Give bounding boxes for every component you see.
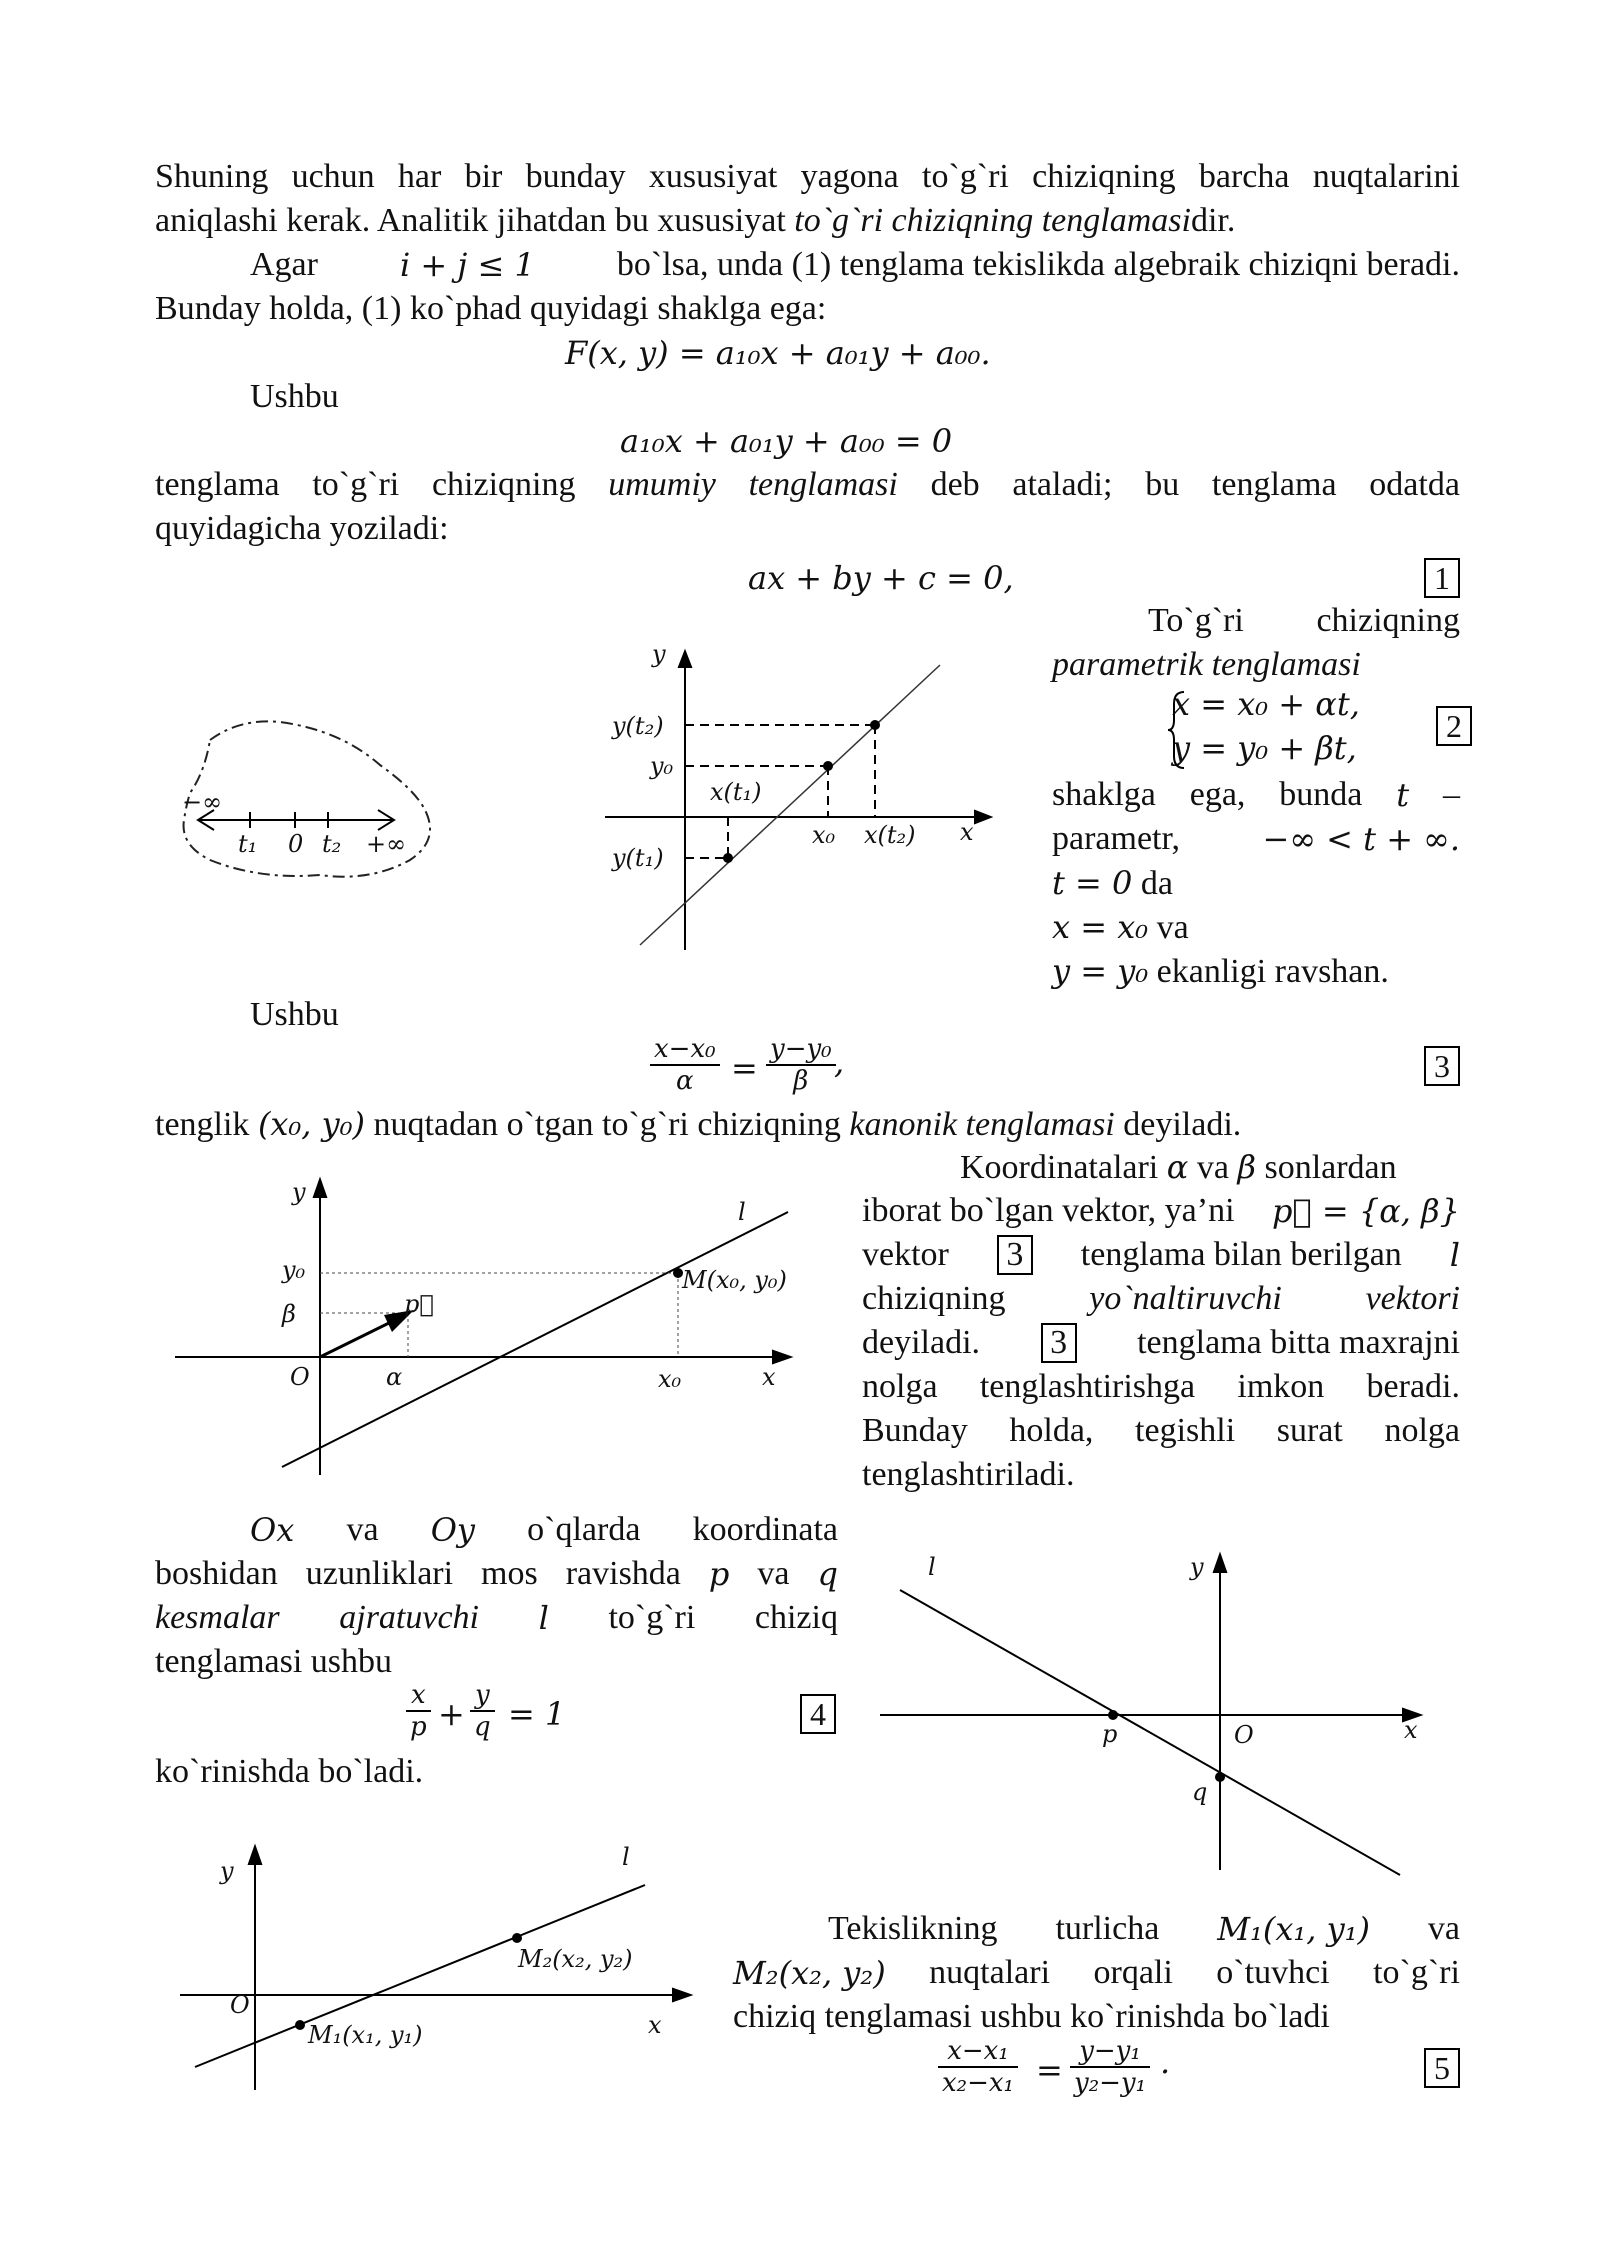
canonical-text: tenglik (x₀, y₀) nuqtadan o`tgan to`g`ri chiziqning kanonik tenglamasi deyiladi. — [155, 1105, 1242, 1143]
twopoint-equals: = — [1036, 2051, 1063, 2089]
equation-general: a₁₀x + a₀₁y + a₀₀ = 0 — [620, 422, 953, 460]
ushbu-2: Ushbu — [250, 996, 339, 1033]
canonical-comma: , — [834, 1043, 845, 1081]
svg-text:M(x₀, y₀): M(x₀, y₀) — [682, 1266, 787, 1294]
canonical-equals: = — [731, 1049, 758, 1087]
svg-text:l: l — [738, 1198, 746, 1226]
svg-text:y: y — [1190, 1553, 1204, 1581]
svg-text:x: x — [960, 818, 974, 846]
svg-text:O: O — [1234, 1721, 1254, 1749]
param-line6: x = x₀ va — [1052, 908, 1189, 946]
dir-line6: nolga tenglashtirishga imkon beradi. — [862, 1368, 1460, 1405]
svg-text:y₀: y₀ — [650, 752, 674, 780]
para2-line1: Agar i + j ≤ 1 bo`lsa, unda (1) tenglama tekislikda algebraik chiziqni beradi. — [250, 246, 1460, 284]
svg-text:l: l — [928, 1553, 936, 1581]
para3-line1: tenglama to`g`ri chiziqning umumiy tenglamasi deb ataladi; bu tenglama odatda — [155, 466, 1460, 503]
intercept-line4: tenglamasi ushbu — [155, 1643, 393, 1680]
svg-text:x(t₂): x(t₂) — [864, 821, 916, 849]
pos-infinity-label: +∞ — [366, 830, 407, 858]
svg-text:α: α — [386, 1363, 403, 1391]
para1-line2: aniqlashi kerak. Analitik jihatdan bu xususiyat to`g`ri chiziqning tenglamasidir. — [155, 202, 1236, 239]
svg-text:x: x — [762, 1363, 776, 1391]
dir-line5: deyiladi. 3 tenglama bitta maxrajni — [862, 1324, 1460, 1361]
svg-text:p⃗: p⃗ — [404, 1290, 434, 1318]
svg-text:O: O — [290, 1363, 310, 1391]
param-line2: parametrik tenglamasi — [1052, 646, 1361, 683]
para3-line2: quyidagicha yoziladi: — [155, 510, 449, 547]
intercept-line3: kesmalar ajratuvchi l to`g`ri chiziq — [155, 1599, 838, 1637]
svg-text:x₀: x₀ — [812, 821, 836, 849]
svg-text:y: y — [652, 640, 666, 668]
svg-text:M₁(x₁, y₁): M₁(x₁, y₁) — [308, 2021, 423, 2049]
param-line7: y = y₀ ekanligi ravshan. — [1052, 952, 1389, 990]
param-line4: parametr, −∞ < t + ∞. — [1052, 820, 1460, 858]
intercept-line5: ko`rinishda bo`ladi. — [155, 1753, 424, 1790]
equation-1: ax + by + c = 0, — [748, 559, 1014, 597]
twopoint-line1: Tekislikning turlicha M₁(x₁, y₁) va — [828, 1910, 1460, 1948]
t1-label: t₁ — [238, 830, 258, 858]
parameter-line-figure — [170, 710, 440, 890]
svg-text:M₂(x₂, y₂): M₂(x₂, y₂) — [518, 1945, 633, 1973]
svg-text:y₀: y₀ — [282, 1256, 306, 1284]
svg-text:x: x — [648, 2011, 662, 2039]
dir-line1: Koordinatalari α va β sonlardan — [960, 1148, 1397, 1186]
intercept-line2: boshidan uzunliklari mos ravishda p va q — [155, 1555, 838, 1593]
direction-vector-graph — [170, 1170, 810, 1480]
para1-line1: Shuning uchun har bir bunday xususiyat yagona to`g`ri chiziqning barcha nuqtalarini — [155, 158, 1460, 195]
equation-F: F(x, y) = a₁₀x + a₀₁y + a₀₀. — [565, 334, 991, 372]
equation-number-2: 2 — [1436, 706, 1472, 746]
intercept-rhs: = 1 — [508, 1695, 566, 1733]
svg-text:l: l — [622, 1843, 630, 1871]
system-brace — [1168, 690, 1188, 770]
canonical-fraction-right: $\frac{\text{y−y₀}}{\beta}$ — [766, 1034, 836, 1096]
svg-text:y: y — [220, 1857, 234, 1885]
dir-line8: tenglashtiriladi. — [862, 1456, 1075, 1493]
dir-line2: iborat bo`lgan vektor, ya’ni p⃗ = {α, β} — [862, 1192, 1460, 1230]
twopoint-fraction-right: $\frac{\text{y−y₁}}{\text{y₂−y₁}}$ — [1070, 2036, 1150, 2098]
param-line5: t = 0 da — [1052, 864, 1173, 902]
param-system-eq1: x = x₀ + αt, — [1172, 685, 1360, 723]
ushbu-1: Ushbu — [250, 378, 339, 415]
t2-label: t₂ — [322, 830, 342, 858]
dir-line7: Bunday holda, tegishli surat nolga — [862, 1412, 1460, 1449]
intercept-plus: + — [438, 1695, 465, 1733]
param-system-eq2: y = y₀ + βt, — [1172, 729, 1357, 767]
svg-text:x₀: x₀ — [658, 1365, 682, 1393]
svg-text:y(t₂): y(t₂) — [612, 712, 664, 740]
zero-label: 0 — [288, 830, 304, 858]
intercept-fraction-1: $\frac{x}{p}$ — [406, 1680, 431, 1742]
svg-text:x(t₁): x(t₁) — [710, 778, 762, 806]
para2-line2: Bunday holda, (1) ko`phad quyidagi shaklga ega: — [155, 290, 827, 327]
equation-number-3: 3 — [1424, 1046, 1460, 1086]
twopoint-fraction-left: $\frac{\text{x−x₁}}{\text{x₂−x₁}}$ — [938, 2036, 1018, 2098]
equation-number-5: 5 — [1424, 2048, 1460, 2088]
twopoint-line3: chiziq tenglamasi ushbu ko`rinishda bo`ladi — [733, 1998, 1330, 2035]
dir-line4: chiziqning yo`naltiruvchi vektori — [862, 1280, 1460, 1317]
two-point-graph — [170, 1835, 710, 2095]
svg-text:p: p — [1102, 1720, 1118, 1748]
equation-number-1: 1 — [1424, 558, 1460, 598]
svg-text:β: β — [282, 1300, 296, 1328]
dir-line3: vektor 3 tenglama bilan berilgan l — [862, 1236, 1460, 1274]
neg-infinity-label: −∞ — [182, 788, 223, 816]
intercept-line1: Ox va Oy o`qlarda koordinata — [250, 1511, 838, 1549]
param-line1: To`g`ri chiziqning — [1148, 602, 1460, 639]
svg-text:q: q — [1192, 1778, 1208, 1806]
canonical-fraction-left: $\frac{\text{x−x₀}}{\alpha}$ — [650, 1034, 720, 1096]
parametric-line-graph — [600, 640, 1020, 960]
param-line3: shaklga ega, bunda t – — [1052, 776, 1460, 814]
svg-text:y: y — [292, 1178, 306, 1206]
intercept-fraction-2: $\frac{y}{q}$ — [470, 1680, 495, 1742]
twopoint-line2: M₂(x₂, y₂) nuqtalari orqali o`tuvhci to`g`ri — [733, 1954, 1460, 1992]
intercept-graph — [880, 1545, 1440, 1875]
twopoint-dot: . — [1160, 2043, 1171, 2081]
svg-text:O: O — [230, 1991, 250, 2019]
svg-text:y(t₁): y(t₁) — [612, 844, 664, 872]
equation-number-4: 4 — [800, 1694, 836, 1734]
svg-text:x: x — [1404, 1716, 1418, 1744]
